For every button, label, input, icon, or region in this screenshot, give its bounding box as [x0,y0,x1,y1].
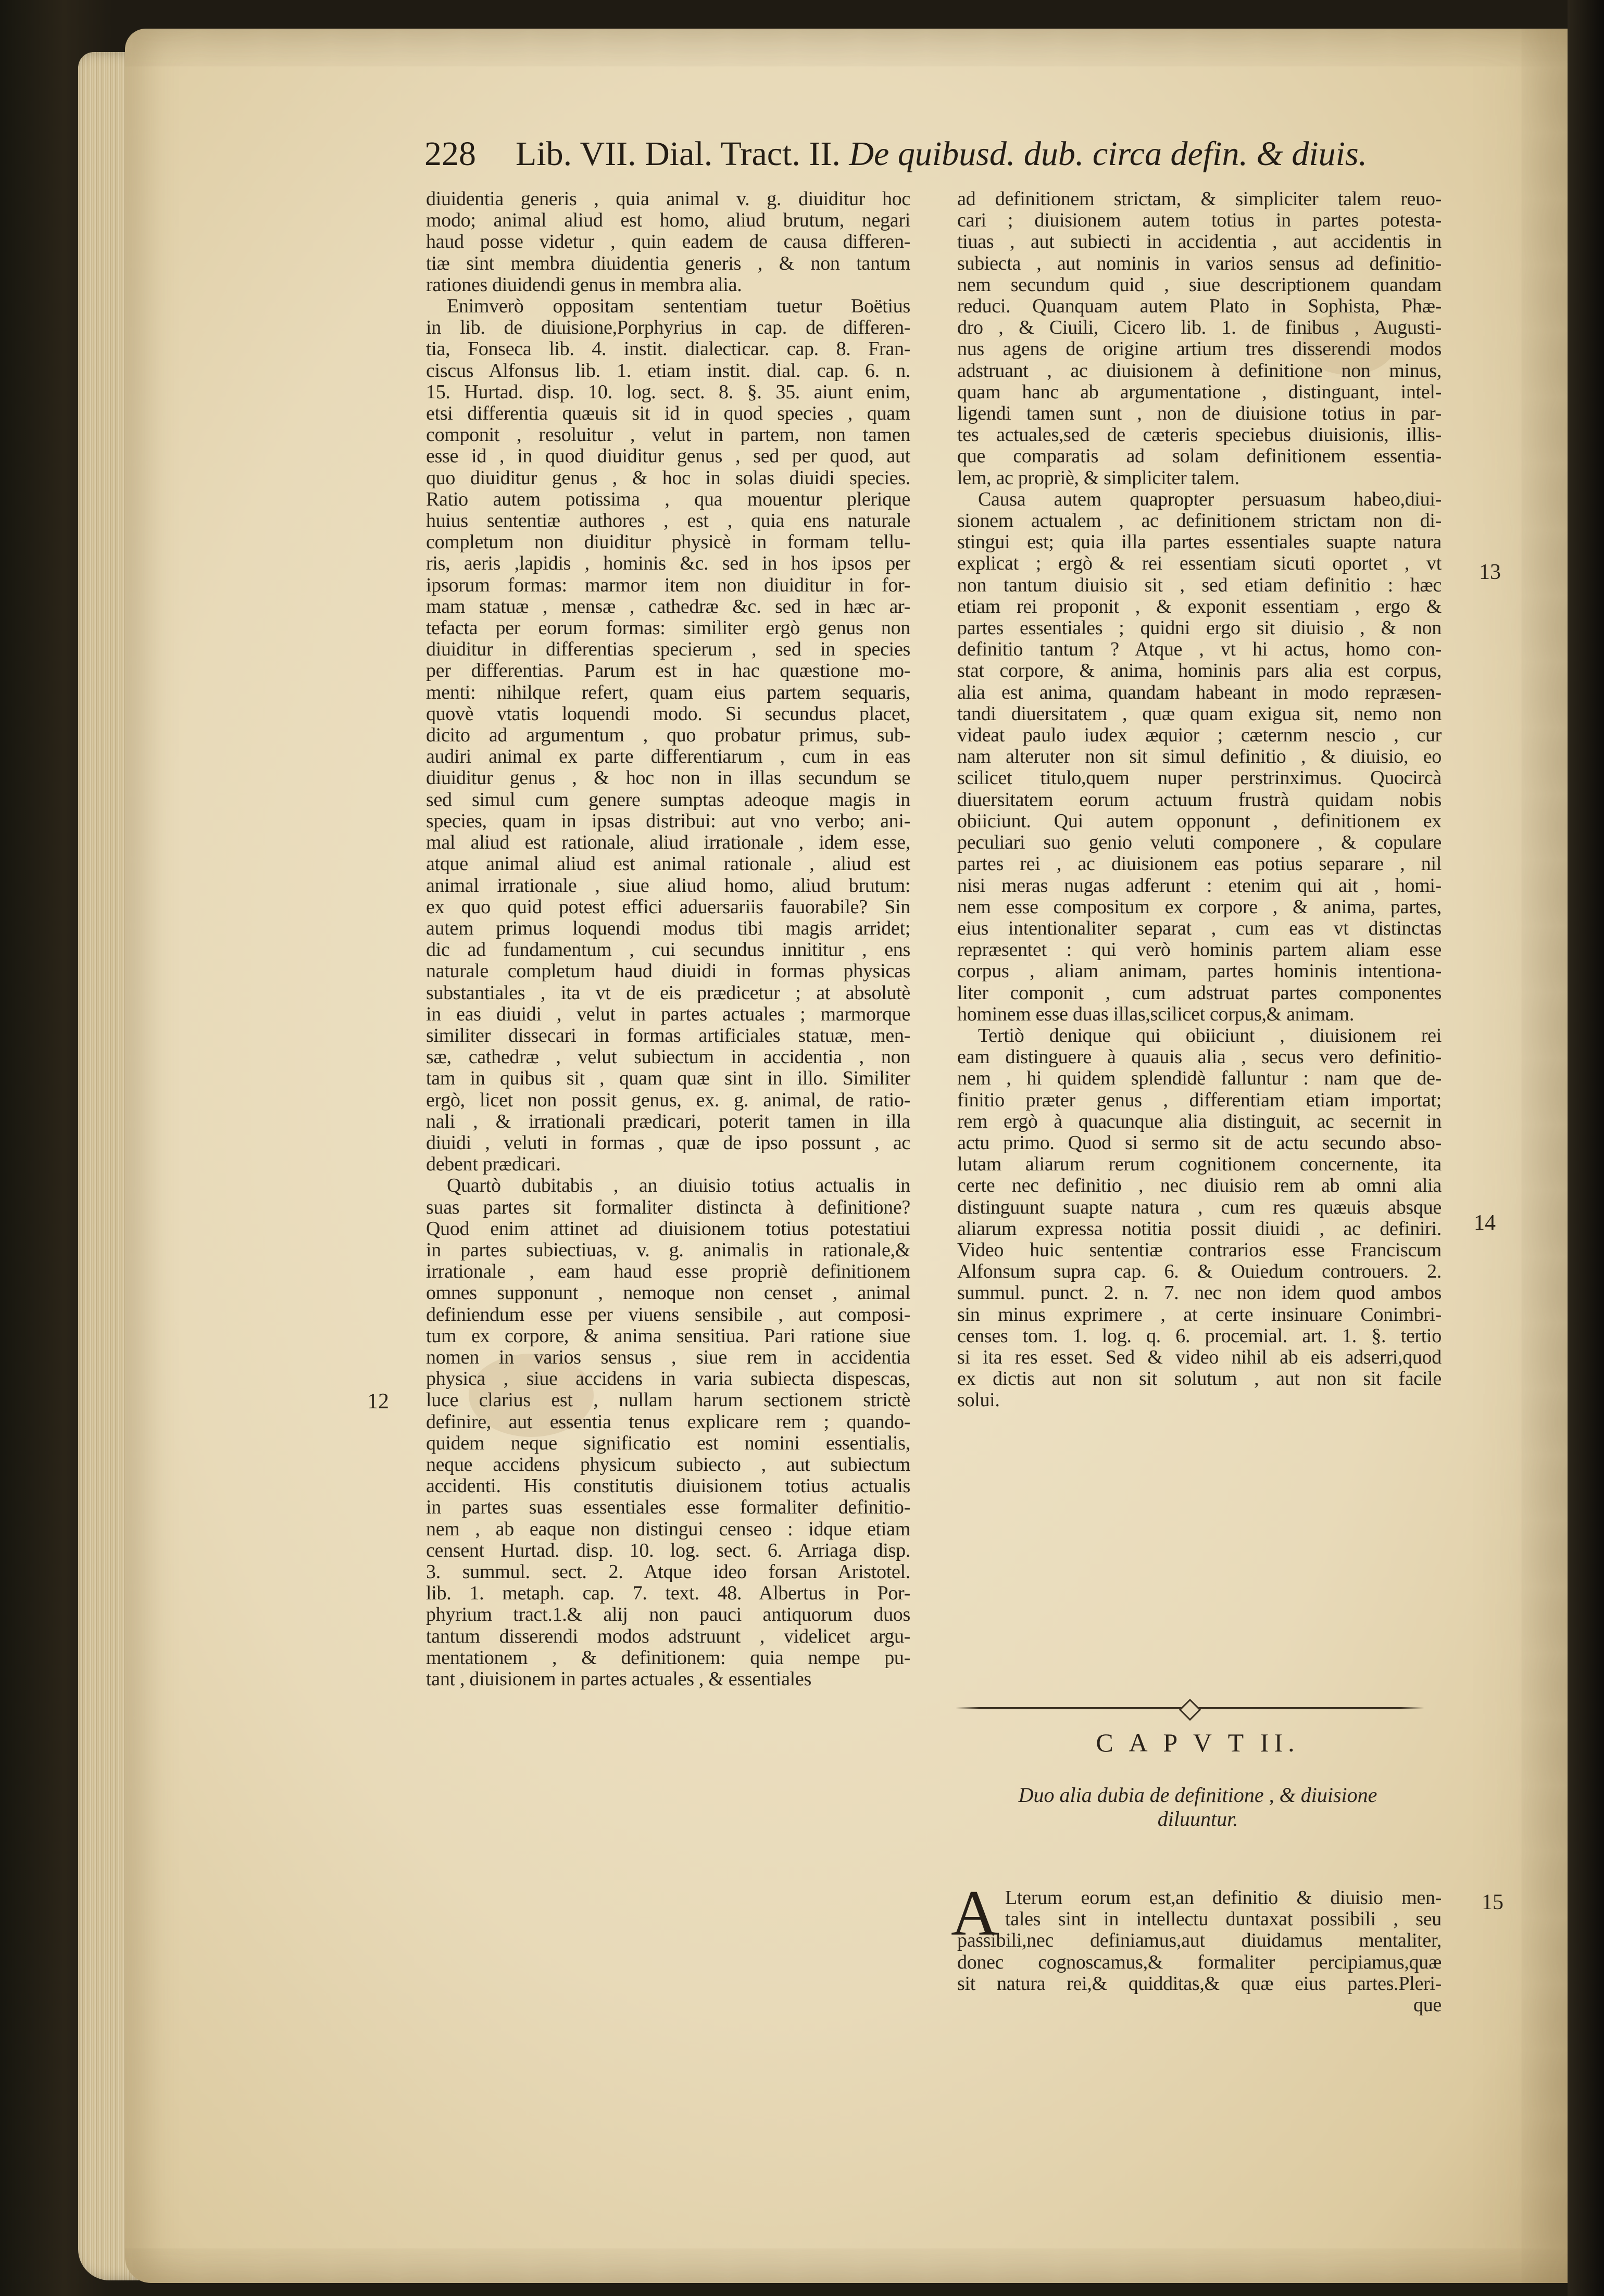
chapter-text [957,1887,1442,2016]
text-line: esse id , in quod diuiditur genus , sed per quod, aut [426,446,910,468]
margin-number: 15 [1482,1890,1503,1914]
margin-number: 13 [1479,560,1501,584]
text-line: actu primo. Quod si sermo sit de actu secundo abso- [957,1132,1442,1154]
chapter-subtitle [956,1783,1440,1831]
text-line: nali , & irrationali prædicari, poterit tamen in illa [426,1111,910,1132]
text-line: tandi diuersitatem , quæ quam exigua sit, nemo non [957,703,1442,725]
text-line: alia est anima, quandam habeant in modo repræsen- [957,682,1442,703]
text-line: definitio tantum ? Atque , vt hi actus, homo con- [957,639,1442,661]
text-line: videat paulo iudex æquior ; cæternm nescio , cur [957,725,1442,747]
text-line: stat corpore, & anima, hominis pars alia est corpus, [957,660,1442,682]
text-line: nem secundum quid , siue descriptionem quandam [957,274,1442,296]
text-line: partes essentiales ; quidni ergo sit diuisio , & non [957,617,1442,639]
text-line: partes rei , ac diuisionem eas potius separare , nil [957,853,1442,875]
margin-number: 14 [1474,1211,1496,1235]
text-line: summul. punct. 2. n. 7. nec non idem quod ambos [957,1282,1442,1304]
text-line: tia, Fonseca lib. 4. instit. dialecticar. cap. 8. Fran- [426,338,910,360]
text-line: mam statuæ , mensæ , cathedræ &c. sed in hæc ar- [426,596,910,617]
text-line: Lterum eorum est,an definitio & diuisio men- [1005,1887,1442,1909]
text-line: tes actuales,sed de cæteris speciebus diuisionis, illis- [957,424,1442,446]
text-line: ligendi tamen sunt , non de diuisione totius in par- [957,403,1442,425]
text-line: non tantum diuisio sit , sed etiam definitio : hæc [957,574,1442,596]
text-line: quam hanc ab argumentatione , distinguant, intel- [957,381,1442,403]
text-line: animal irrationale , siue aliud homo, aliud brutum: [426,875,910,897]
text-line: dro , & Ciuili, Cicero lib. 1. de finibus , Augusti- [957,317,1442,339]
text-line: haud posse videtur , quin eadem de causa differen- [426,231,910,253]
text-line: definiendum esse per viuens sensibile , aut composi- [426,1304,910,1326]
text-line: 3. summul. sect. 2. Atque ideo forsan Aristotel. [426,1561,910,1583]
text-line: que comparatis ad solam definitionem essentia- [957,446,1442,468]
text-line: rationes diuidendi genus in membra alia. [426,274,742,296]
text-line: Causa autem quapropter persuasum habeo,diui- [978,488,1442,510]
text-line: quidem neque significatio est nomini essentialis, [426,1432,910,1454]
text-line: in eas diuidi , velut in partes actuales ; marmorque [426,1003,910,1025]
catchword: que [1413,1995,1442,2016]
text-line: hominem esse duas illas,scilicet corpus,& animam. [957,1003,1355,1025]
text-line: diuiditur genus , & hoc non in illas secundum se [426,767,910,789]
text-line: tant , diuisionem in partes actuales , & essentiales [426,1669,811,1691]
text-line: definire, aut essentia tenus explicare rem ; quando- [426,1411,910,1433]
text-line: diuiditur in differentias specierum , sed in species [426,639,910,661]
text-line: tum ex corpore, & anima sensitiua. Pari ratione siue [426,1325,910,1347]
text-line: debent prædicari. [426,1154,561,1176]
text-line: sionem actualem , ac definitionem strictam non di- [957,510,1442,532]
text-line: luce clarius est , nullam harum sectionem strictè [426,1390,910,1411]
text-line: repræsentet : qui verò hominis partem aliam esse [957,939,1442,961]
text-line: Enimverò oppositam sententiam tuetur Boëtius [447,296,910,318]
text-line: sæ, cathedræ , velut subiectum in accidentia , non [426,1046,910,1068]
text-line: mal aliud est rationale, aliud irrationale , idem esse, [426,832,910,854]
text-line: atque animal aliud est animal rationale , aliud est [426,853,910,875]
text-line: lem, ac propriè, & simpliciter talem. [957,467,1239,489]
text-line: diuidi , veluti in formas , quæ de ipso possunt , ac [426,1132,910,1154]
text-line: tam in quibus sit , quam quæ sint in illo. Similiter [426,1068,910,1090]
text-line: ergò, licet non possit genus, ex. g. animal, de ratio- [426,1089,910,1111]
text-line: mentationem , & definitionem: quia nempe pu- [426,1647,910,1669]
text-line: cari ; diuisionem autem totius in partes potesta- [957,210,1442,232]
text-line: dicito ad argumentum , quo probatur primus, sub- [426,725,910,747]
running-head-roman: Lib. VII. Dial. Tract. II. [516,135,841,173]
text-line: per differentias. Parum est in hac quæstione mo- [426,660,910,682]
running-head-italic: De quibusd. dub. circa defin. & diuis. [849,135,1368,173]
text-line: nisi meras nugas adferunt : etenim qui ait , homi- [957,875,1442,897]
text-line: Quartò dubitabis , an diuisio totius actualis in [447,1175,910,1197]
text-line: aliarum expressa notitia possit diuidi , ac definiri. [957,1218,1442,1240]
text-line: omnes supponunt , nemoque non censet , animal [426,1282,910,1304]
text-line: liter componit , cum adstruat partes componentes [957,982,1442,1004]
text-line: censes tom. 1. log. q. 6. procemial. art. 1. §. tertio [957,1325,1442,1347]
text-line: solui. [957,1390,1000,1411]
text-line: in lib. de diuisione,Porphyrius in cap. de differen- [426,317,910,339]
text-line: componit , resoluitur , velut in partem, non tamen [426,424,910,446]
text-line: tiæ sint membra diuidentia generis , & non tantum [426,253,910,274]
text-line: naturale completum haud diuidi in formas physicas [426,961,910,982]
text-line: Alfonsum supra cap. 6. & Ouiedum controuers. 2. [957,1261,1442,1283]
text-line: lib. 1. metaph. cap. 7. text. 48. Albertus in Por- [426,1583,910,1605]
ornamental-rule [956,1707,1424,1709]
text-line: huius sententiæ authores , est , quia ens naturale [426,510,910,532]
text-line: etiam rei proponit , & exponit essentiam , ergo & [957,596,1442,617]
text-line: tales sint in intellectu duntaxat possibili , seu [1005,1909,1442,1931]
text-line: nus agens de origine artium tres disserendi modos [957,338,1442,360]
text-line: tefacta per eorum formas: similiter ergò genus non [426,617,910,639]
gutter-shadow [1568,0,1604,2296]
text-line: diuersitatem eorum actuum frustrà quidam nobis [957,789,1442,811]
text-line: reduci. Quanquam autem Plato in Sophista, Phæ- [957,296,1442,318]
text-line: nomen in varios sensus , siue rem in accidentia [426,1346,910,1368]
text-line: subiecta , aut nominis in varios sensus ad definitio- [957,253,1442,274]
text-line: Quod enim attinet ad diuisionem totius potestatiui [426,1218,910,1240]
text-line: menti: nihilque refert, quam eius partem sequaris, [426,682,910,703]
right-column [957,188,1442,1411]
chapter-title: C A P V T II. [1096,1728,1300,1757]
text-line: nem esse compositum ex corpore , & anima, partes, [957,896,1442,918]
text-line: similiter dissecari in formas artificiales statuæ, men- [426,1025,910,1046]
text-line: passibili,nec definiamus,aut diuidamus mentaliter, [957,1930,1442,1952]
drop-cap: A [951,1877,998,1949]
text-line: in partes subiectiuas, v. g. animalis in rationale,& [426,1239,910,1261]
text-line: autem primus loquendi modus tibi magis arridet; [426,917,910,939]
text-line: modo; animal aliud est homo, aliud brutum, negari [426,210,910,232]
text-line: quovè vtatis loquendi modo. Si secundus placet, [426,703,910,725]
text-line: tiuas , aut subiecti in accidentia , aut accidentis in [957,231,1442,253]
text-line: quo diuiditur genus , & hoc in solas diuidi species. [426,467,910,489]
text-line: sin minus exprimere , at certe insinuare Conimbri- [957,1304,1442,1326]
text-line: peculiari suo genio veluti componere , & copulare [957,832,1442,854]
text-line: audiri animal ex parte differentiarum , cum in eas [426,746,910,768]
text-line: lutam aliarum rerum cognitionem concernente, ita [957,1154,1442,1176]
text-line: donec cognoscamus,& formaliter percipiamus,quæ [957,1951,1442,1973]
text-line: diuidentia generis , quia animal v. g. diuiditur hoc [426,188,910,210]
text-line: nem , hi quidem splendidè falluntur : nam que de- [957,1068,1442,1090]
margin-number: 12 [367,1390,389,1414]
text-line: neque accidens physicum subiecto , aut subiectum [426,1454,910,1475]
text-line: explicat ; ergò & rei essentiam sicuti oportet , vt [957,553,1442,575]
text-line: censent Hurtad. disp. 10. log. sect. 6. Arriaga disp. [426,1540,910,1561]
text-line: stingui est; quia illa partes essentiales suapte natura [957,532,1442,553]
text-line: 15. Hurtad. disp. 10. log. sect. 8. §. 35. aiunt enim, [426,381,910,403]
text-line: corpus , aliam animam, partes hominis intentiona- [957,961,1442,982]
running-header [424,134,1406,176]
text-line: ad definitionem strictam, & simpliciter talem reuo- [957,188,1442,210]
text-line: obiiciunt. Qui autem opponunt , definitionem ex [957,810,1442,832]
text-line: adstruant , ac diuisionem à definitione non minus, [957,360,1442,382]
text-line: ex dictis aut non sit solutum , aut non sit facile [957,1368,1442,1390]
text-line: Video huic sententiæ contrarios esse Franciscum [957,1239,1442,1261]
text-line: certe nec definitio , nec diuisio rem ab omni alia [957,1175,1442,1197]
text-line: ris, aeris ,lapidis , hominis &c. sed in hos ipsos per [426,553,910,575]
text-line: in partes suas essentiales esse formaliter definitio- [426,1497,910,1519]
text-line: eius intentionaliter separat , cum eas vt distinctas [957,917,1442,939]
text-line: distinguunt suapte natura , cum res quæuis absque [957,1196,1442,1218]
text-line: etsi differentia quæuis sit id in quod species , quam [426,403,910,425]
text-line: Tertiò denique qui obiiciunt , diuisionem rei [978,1025,1442,1046]
left-column [426,188,910,1690]
text-line: tantum disserendi modos adstruunt , videlicet argu- [426,1625,910,1647]
chapter-subtitle-line: Duo alia dubia de definitione , & diuisione [1018,1783,1377,1807]
text-line: completum non diuiditur physicè in formam tellu- [426,532,910,553]
text-line: substantiales , ita vt de eis prædicetur ; at absolutè [426,982,910,1004]
text-line: phyrium tract.1.& alij non pauci antiquorum duos [426,1604,910,1626]
text-line: suas partes sit formaliter distincta à definitione? [426,1196,910,1218]
text-line: sed simul cum genere sumptas adeoque magis in [426,789,910,811]
page-number: 228 [424,135,476,173]
chapter-subtitle-line: diluuntur. [1157,1807,1238,1831]
text-line: species, quam in ipsas distribui: aut vno verbo; ani- [426,810,910,832]
text-line: physica , siue accidens in varia subiecta dispescas, [426,1368,910,1390]
running-head [516,134,1367,174]
text-line: eam distinguere à quauis alia , secus vero definitio- [957,1046,1442,1068]
text-line: rem ergò à quacunque alia distinguit, ac secernit in [957,1111,1442,1132]
text-line: sit natura rei,& quidditas,& quæ eius partes.Pleri- [957,1973,1442,1995]
text-line: ciscus Alfonsus lib. 1. etiam instit. dial. cap. 6. n. [426,360,910,382]
text-line: nam alteruter non sit simul definitio , & diuisio, eo [957,746,1442,768]
text-line: accidenti. His constitutis diuisionem totius actualis [426,1475,910,1497]
text-line: si ita res esset. Sed & video nihil ab eis adserri,quod [957,1346,1442,1368]
text-line: scilicet titulo,quem nuper perstrinximus. Quocircà [957,767,1442,789]
text-line: ipsorum formas: marmor item non diuiditur in for- [426,574,910,596]
text-line: nem , ab eaque non distingui censeo : idque etiam [426,1518,910,1540]
text-line: finitio præter genus , differentiam etiam importat; [957,1089,1442,1111]
text-line: dic ad fundamentum , cui secundus innititur , ens [426,939,910,961]
text-line: irrationale , eam haud esse propriè definitionem [426,1261,910,1283]
text-line: Ratio autem potissima , qua mouentur plerique [426,488,910,510]
text-line: ex quo quid potest effici aduersariis fauorabile? Sin [426,896,910,918]
